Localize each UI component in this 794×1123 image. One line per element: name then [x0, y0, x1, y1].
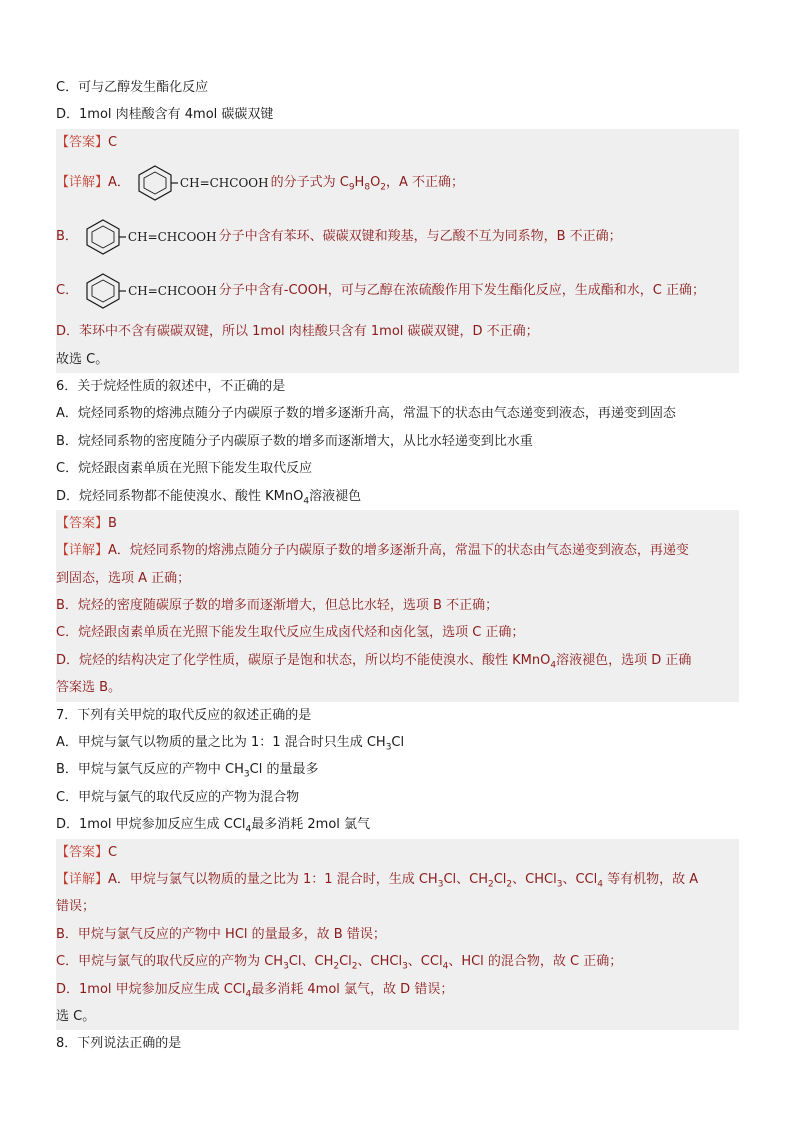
subscript: 4 [550, 660, 557, 671]
q5-conclusion: 故选 C。 [56, 351, 109, 367]
q7-conclusion: 选 C。 [56, 1008, 96, 1024]
q6-answer-section [56, 510, 739, 702]
detail-text: 、CHCl [512, 871, 557, 887]
subscript: 3 [556, 879, 563, 890]
q5-detail-c [56, 264, 739, 318]
detail-prefix: A． [108, 175, 130, 191]
option-text: 溶液褪色 [309, 488, 362, 504]
cinnamic-acid-structure [80, 223, 217, 250]
detail-text: 、HCl 的混合物，故 C 正确； [448, 954, 623, 970]
detail-prefix: B． [56, 229, 78, 245]
detail-text: 、CCl [562, 871, 598, 887]
cinnamic-acid-structure [132, 169, 269, 196]
subscript: 9 [348, 182, 355, 193]
detail-text: Cl、CH [288, 954, 334, 970]
q6-detail-a [56, 537, 739, 564]
detail-text: C．甲烷与氯气的取代反应的产物为 CH [56, 954, 284, 970]
detail-label: 【详解】 [56, 871, 109, 887]
q6-answer [56, 510, 739, 537]
q7-stem: 7．下列有关甲烷的取代反应的叙述正确的是 [56, 707, 312, 723]
subscript: 3 [437, 879, 444, 890]
option-text: B．甲烷与氯气反应的产物中 CH [56, 762, 244, 778]
option-text: Cl [391, 735, 405, 751]
subscript: 2 [351, 961, 358, 972]
detail-text: Cl [339, 954, 352, 970]
subscript: 3 [402, 961, 408, 972]
q5-answer-section [56, 129, 739, 373]
subscript: 2 [380, 182, 387, 193]
q8-stem: 8．下列说法正确的是 [56, 1036, 182, 1052]
detail-text: Cl [493, 871, 507, 887]
option-text: A．甲烷与氯气以物质的量之比为 1：1 混合时只生成 CH [56, 735, 386, 751]
detail-text: D．1mol 甲烷参加反应生成 CCl [56, 981, 246, 997]
detail-text: D．烷烃的结构决定了化学性质，碳原子是饱和状态，所以均不能使溴水、酸性 KMnO [56, 652, 551, 668]
detail-text: ，A 不正确； [386, 175, 465, 191]
answer-label: 【答案】 [56, 515, 109, 531]
q5-detail-b [56, 210, 739, 264]
q6-detail-d [56, 647, 739, 674]
q7-option-b [56, 756, 739, 783]
detail-label: 【详解】 [56, 543, 109, 559]
q5-answer [56, 129, 739, 156]
q6-detail-a-cont: 到固态，选项 A 正确； [56, 565, 739, 592]
detail-text: 最多消耗 4mol 氯气，故 D 错误； [251, 981, 454, 997]
detail-text: 等有机物，故 A [602, 871, 699, 887]
option-text: D．烷烃同系物都不能使溴水、酸性 KMnO [56, 488, 304, 504]
subscript: 4 [303, 496, 310, 507]
document-page [56, 74, 739, 1058]
q7-option-a [56, 729, 739, 756]
q7-detail-c [56, 948, 739, 975]
q7-detail-a-cont: 错误； [56, 893, 739, 920]
cinnamic-acid-structure [80, 277, 217, 304]
subscript: 4 [245, 989, 252, 1000]
answer-value: C [108, 134, 118, 150]
option-text: D．1mol 甲烷参加反应生成 CCl [56, 817, 246, 833]
q7-answer-section [56, 839, 739, 1031]
detail-text: 分子中含有-COOH，可与乙醇在浓硫酸作用下发生酯化反应，生成酯和水，C 正确； [218, 283, 705, 299]
q6-detail-c: C．烷烃跟卤素单质在光照下能发生取代反应生成卤代烃和卤化氢，选项 C 正确； [56, 619, 739, 646]
detail-text: 分子中含有苯环、碳碳双键和羧基，与乙酸不互为同系物，B 不正确； [218, 229, 622, 245]
structure-formula-text: CH=CHCOOH [127, 229, 217, 244]
subscript: 2 [487, 879, 494, 890]
subscript: 4 [442, 961, 449, 972]
detail-text: H [354, 175, 365, 191]
q6-conclusion: 答案选 B。 [56, 674, 739, 701]
q7-answer [56, 839, 739, 866]
structure-formula-text: CH=CHCOOH [179, 175, 269, 190]
q6-option-d [56, 483, 739, 510]
q7-option-c: C．甲烷与氯气的取代反应的产物为混合物 [56, 789, 300, 805]
q5-option-d: D．1mol 肉桂酸含有 4mol 碳碳双键 [56, 107, 274, 123]
option-text: 最多消耗 2mol 氯气 [251, 817, 371, 833]
detail-text: A．甲烷与氯气以物质的量之比为 1：1 混合时，生成 CH [108, 871, 438, 887]
q6-option-b: B．烷烃同系物的密度随分子内碳原子数的增多而逐渐增大，从比水轻递变到比水重 [56, 433, 533, 449]
subscript: 4 [597, 879, 603, 890]
q7-detail-d [56, 976, 739, 1003]
q5-detail-a [56, 156, 739, 210]
q6-stem: 6．关于烷烃性质的叙述中，不正确的是 [56, 378, 286, 394]
subscript: 3 [385, 742, 392, 753]
detail-text: 的分子式为 C [270, 175, 349, 191]
subscript: 2 [333, 961, 340, 972]
q6-option-c: C．烷烃跟卤素单质在光照下能发生取代反应 [56, 461, 313, 477]
q6-detail-b: B．烷烃的密度随碳原子数的增多而逐渐增大，但总比水轻，选项 B 不正确； [56, 592, 739, 619]
subscript: 8 [364, 182, 371, 193]
detail-text: Cl、CH [443, 871, 488, 887]
detail-prefix: C． [56, 283, 79, 299]
q5-detail-d: D．苯环中不含有碳碳双键，所以 1mol 肉桂酸只含有 1mol 碳碳双键，D 不正确； [56, 318, 739, 345]
answer-label: 【答案】 [56, 844, 109, 860]
answer-value: B [108, 515, 117, 531]
detail-text: 、CHCl [357, 954, 403, 970]
detail-text: 溶液褪色，选项 D 正确 [556, 652, 692, 668]
detail-text: 、CCl [407, 954, 443, 970]
answer-label: 【答案】 [56, 134, 109, 150]
q7-detail-b: B．甲烷与氯气反应的产物中 HCl 的量最多，故 B 错误； [56, 921, 739, 948]
subscript: 3 [243, 770, 250, 781]
q7-detail-a [56, 866, 739, 893]
detail-label: 【详解】 [56, 175, 109, 191]
answer-value: C [108, 844, 118, 860]
detail-text: A．烷烃同系物的熔沸点随分子内碳原子数的增多逐渐升高，常温下的状态由气态递变到液态，再递变 [108, 543, 689, 559]
q7-option-d [56, 811, 739, 838]
q5-option-c: C．可与乙醇发生酯化反应 [56, 80, 209, 95]
structure-formula-text: CH=CHCOOH [128, 283, 217, 298]
detail-text: O [370, 175, 381, 191]
subscript: 3 [283, 961, 289, 972]
option-text: Cl 的量最多 [249, 762, 319, 778]
subscript: 4 [245, 824, 252, 835]
q6-option-a: A．烷烃同系物的熔沸点随分子内碳原子数的增多逐渐升高，常温下的状态由气态递变到液态，再递变到固态 [56, 406, 676, 422]
subscript: 2 [506, 879, 513, 890]
